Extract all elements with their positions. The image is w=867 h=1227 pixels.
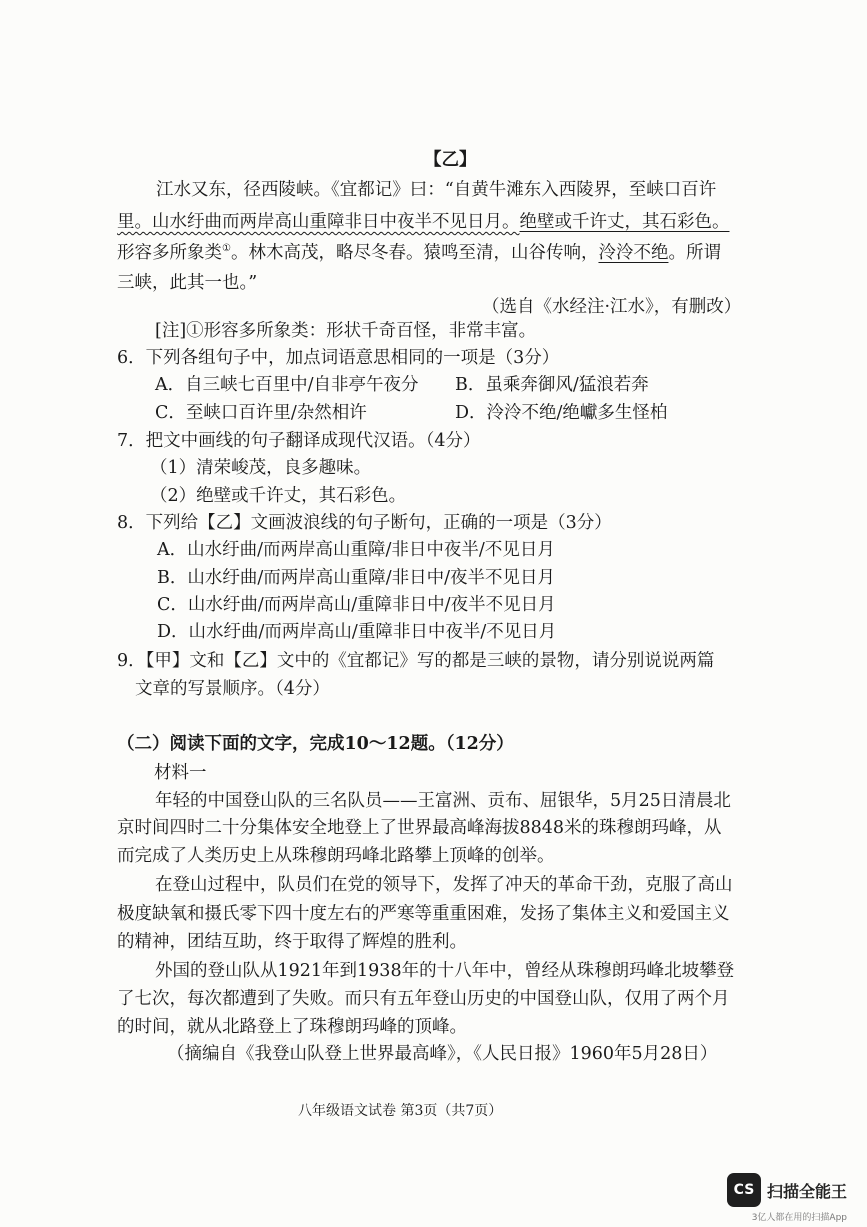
p2-line-3: 的精神，团结互助，终于取得了辉煌的胜利。 xyxy=(117,932,467,952)
q6-option-a: A．自三峡七百里中/自非亭午夜分 xyxy=(155,375,419,395)
yi-line-2 xyxy=(117,209,730,235)
p2-line-1: 在登山过程中，队员们在党的领导下，发挥了冲天的革命干劲，克服了高山 xyxy=(155,875,733,895)
q7-sentence-2: （2）绝壁或千许丈，其石彩色。 xyxy=(150,486,407,506)
footnote-marker: ① xyxy=(222,243,231,255)
camscanner-logo-icon: CS xyxy=(727,1173,761,1207)
p3-line-3: 的时间，就从北路登上了珠穆朗玛峰的顶峰。 xyxy=(117,1017,467,1037)
page-footer: 八年级语文试卷 第3页（共7页） xyxy=(298,1103,503,1119)
p2-line-2: 极度缺氧和摄氏零下四十度左右的严寒等重重困难，发扬了集体主义和爱国主义 xyxy=(117,904,730,924)
part2-source: （摘编自《我登山队登上世界最高峰》，《人民日报》1960年5月28日） xyxy=(167,1044,718,1064)
q6-option-c: C．至峡口百许里/杂然相许 xyxy=(155,403,367,423)
yi-line-3-a: 形容多所象类 xyxy=(117,243,222,263)
scanner-watermark xyxy=(727,1173,847,1207)
yi-line-3-d: 。所谓 xyxy=(668,243,721,263)
q8-option-d: D．山水纡曲/而两岸高山/重障非日中夜半/不见日月 xyxy=(157,622,557,642)
underlined-sentence: 绝壁或千许丈，其石彩色。 xyxy=(519,212,730,232)
q6-stem: 6．下列各组句子中，加点词语意思相同的一项是（3分） xyxy=(117,348,560,368)
yi-line-3 xyxy=(117,240,721,266)
yi-note: [注]①形容多所象类：形状千奇百怪，非常丰富。 xyxy=(155,321,537,341)
q8-option-b: B．山水纡曲/而两岸高山重障/非日中/夜半不见日月 xyxy=(157,568,556,588)
section-yi-title: 【乙】 xyxy=(424,150,477,170)
yi-line-3-b: 。林木高茂，略尽冬春。猿鸣至清，山谷传响， xyxy=(230,243,599,263)
yi-source: （选自《水经注·江水》，有删改） xyxy=(482,297,742,317)
q7-sentence-1: （1）清荣峻茂，良多趣味。 xyxy=(150,458,372,478)
underlined-phrase: 泠泠不绝 xyxy=(598,243,669,263)
q8-option-c: C．山水纡曲/而两岸高山/重障非日中/夜半不见日月 xyxy=(157,595,556,615)
wavy-underlined-sentence: 里。山水纡曲而两岸高山重障非日中夜半不见日月。 xyxy=(117,212,520,232)
material-label: 材料一 xyxy=(154,763,207,783)
yi-line-1: 江水又东，径西陵峡。《宜都记》曰：“自黄牛滩东入西陵界，至峡口百许 xyxy=(156,180,717,200)
p1-line-2: 京时间四时二十分集体安全地登上了世界最高峰海拔8848米的珠穆朗玛峰，从 xyxy=(117,818,722,838)
q6-option-d: D．泠泠不绝/绝巘多生怪柏 xyxy=(455,403,668,423)
q8-stem: 8．下列给【乙】文画波浪线的句子断句，正确的一项是（3分） xyxy=(117,513,612,533)
p1-line-3: 而完成了人类历史上从珠穆朗玛峰北路攀上顶峰的创举。 xyxy=(117,846,555,866)
q8-option-a: A．山水纡曲/而两岸高山重障/非日中夜半/不见日月 xyxy=(157,540,555,560)
q9-line-2: 文章的写景顺序。（4分） xyxy=(135,679,330,699)
part2-title: （二）阅读下面的文字，完成10～12题。（12分） xyxy=(117,734,514,754)
q7-stem: 7．把文中画线的句子翻译成现代汉语。（4分） xyxy=(117,431,481,451)
p1-line-1: 年轻的中国登山队的三名队员——王富洲、贡布、屈银华，5月25日清晨北 xyxy=(155,791,731,811)
p3-line-2: 了七次，每次都遭到了失败。而只有五年登山历史的中国登山队，仅用了两个月 xyxy=(117,989,730,1009)
watermark-name: 扫描全能王 xyxy=(766,1181,847,1201)
yi-line-4: 三峡，此其一也。” xyxy=(117,273,258,293)
p3-line-1: 外国的登山队从1921年到1938年的十八年中，曾经从珠穆朗玛峰北坡攀登 xyxy=(155,961,735,981)
q9-line-1: 9．【甲】文和【乙】文中的《宜都记》写的都是三峡的景物，请分别说说两篇 xyxy=(117,651,715,671)
q6-option-b: B．虽乘奔御风/猛浪若奔 xyxy=(455,375,649,395)
watermark-tagline: 3亿人都在用的扫描App xyxy=(751,1213,847,1223)
